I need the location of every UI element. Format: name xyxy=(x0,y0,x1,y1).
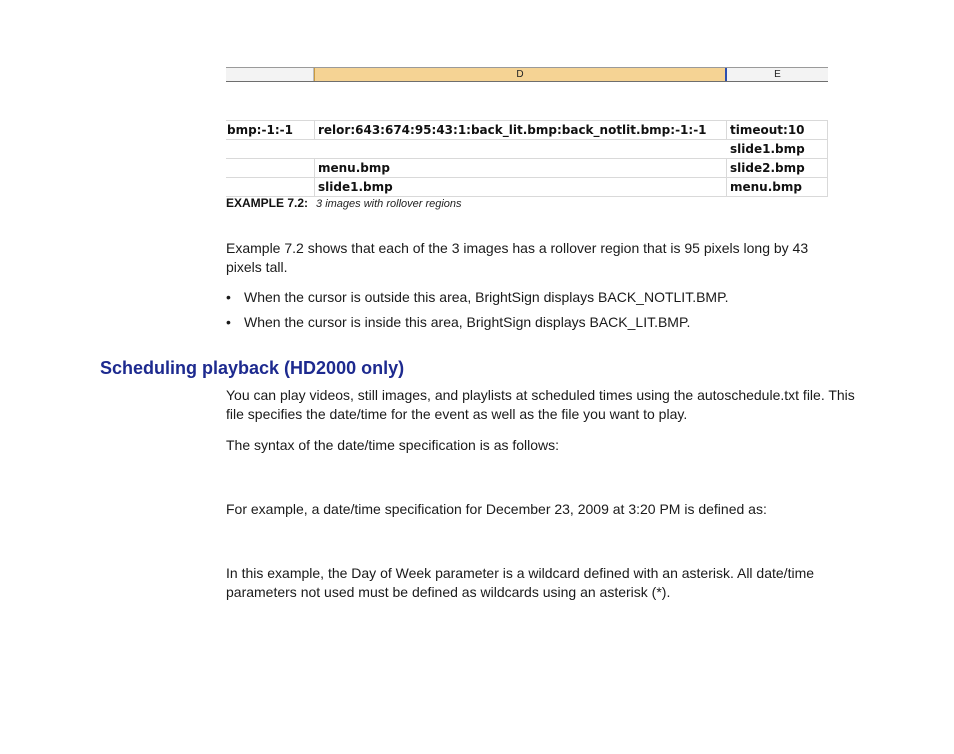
cell-e: slide1.bmp xyxy=(727,140,828,158)
section-heading: Scheduling playback (HD2000 only) xyxy=(100,358,405,378)
figure-caption xyxy=(226,196,462,210)
table-row xyxy=(226,159,828,178)
table-row xyxy=(226,140,828,159)
cell-d: menu.bmp xyxy=(314,159,727,177)
intro-paragraph: Example 7.2 shows that each of the 3 images has a rollover region that is 95 pixels long by 43 pixels tall. xyxy=(226,240,809,275)
bullet-text: When the cursor is inside this area, BrightSign displays BACK_LIT.BMP. xyxy=(244,314,691,330)
spreadsheet-excerpt xyxy=(226,67,828,197)
caption-label: EXAMPLE 7.2: xyxy=(226,196,309,210)
table-row xyxy=(226,121,828,140)
cell-d: relor:643:674:95:43:1:back_lit.bmp:back_notlit.bmp:-1:-1 xyxy=(314,121,727,139)
cell-c: bmp:-1:-1 xyxy=(227,123,293,137)
bullet-item xyxy=(226,313,690,332)
bullet-text: When the cursor is outside this area, BrightSign displays BACK_NOTLIT.BMP. xyxy=(244,289,729,305)
column-header-row xyxy=(226,67,828,82)
body-paragraph: You can play videos, still images, and playlists at scheduled times using the autoschedule.txt file. This file specifies the date/time for the event as well as the file you want to play. xyxy=(226,387,855,422)
table-row xyxy=(226,178,828,197)
column-header-c xyxy=(226,68,314,81)
body-paragraph: For example, a date/time specification for December 23, 2009 at 3:20 PM is defined as: xyxy=(226,501,767,517)
caption-text: 3 images with rollover regions xyxy=(316,198,462,210)
column-header-d: D xyxy=(314,68,727,81)
column-header-e: E xyxy=(727,68,828,81)
cell-e: slide2.bmp xyxy=(727,159,828,177)
cell-e: timeout:10 xyxy=(727,121,828,139)
table-row xyxy=(226,82,828,121)
cell-e: menu.bmp xyxy=(727,178,828,196)
bullet-item xyxy=(226,288,729,307)
body-paragraph: The syntax of the date/time specification is as follows: xyxy=(226,437,560,453)
bullet-icon: • xyxy=(226,314,231,330)
body-paragraph: In this example, the Day of Week parameter is a wildcard defined with an asterisk. All date/time parameters not used must be defined as wildcards using an asterisk (*). xyxy=(226,565,815,600)
cell-d: slide1.bmp xyxy=(314,178,727,196)
bullet-icon: • xyxy=(226,289,231,305)
